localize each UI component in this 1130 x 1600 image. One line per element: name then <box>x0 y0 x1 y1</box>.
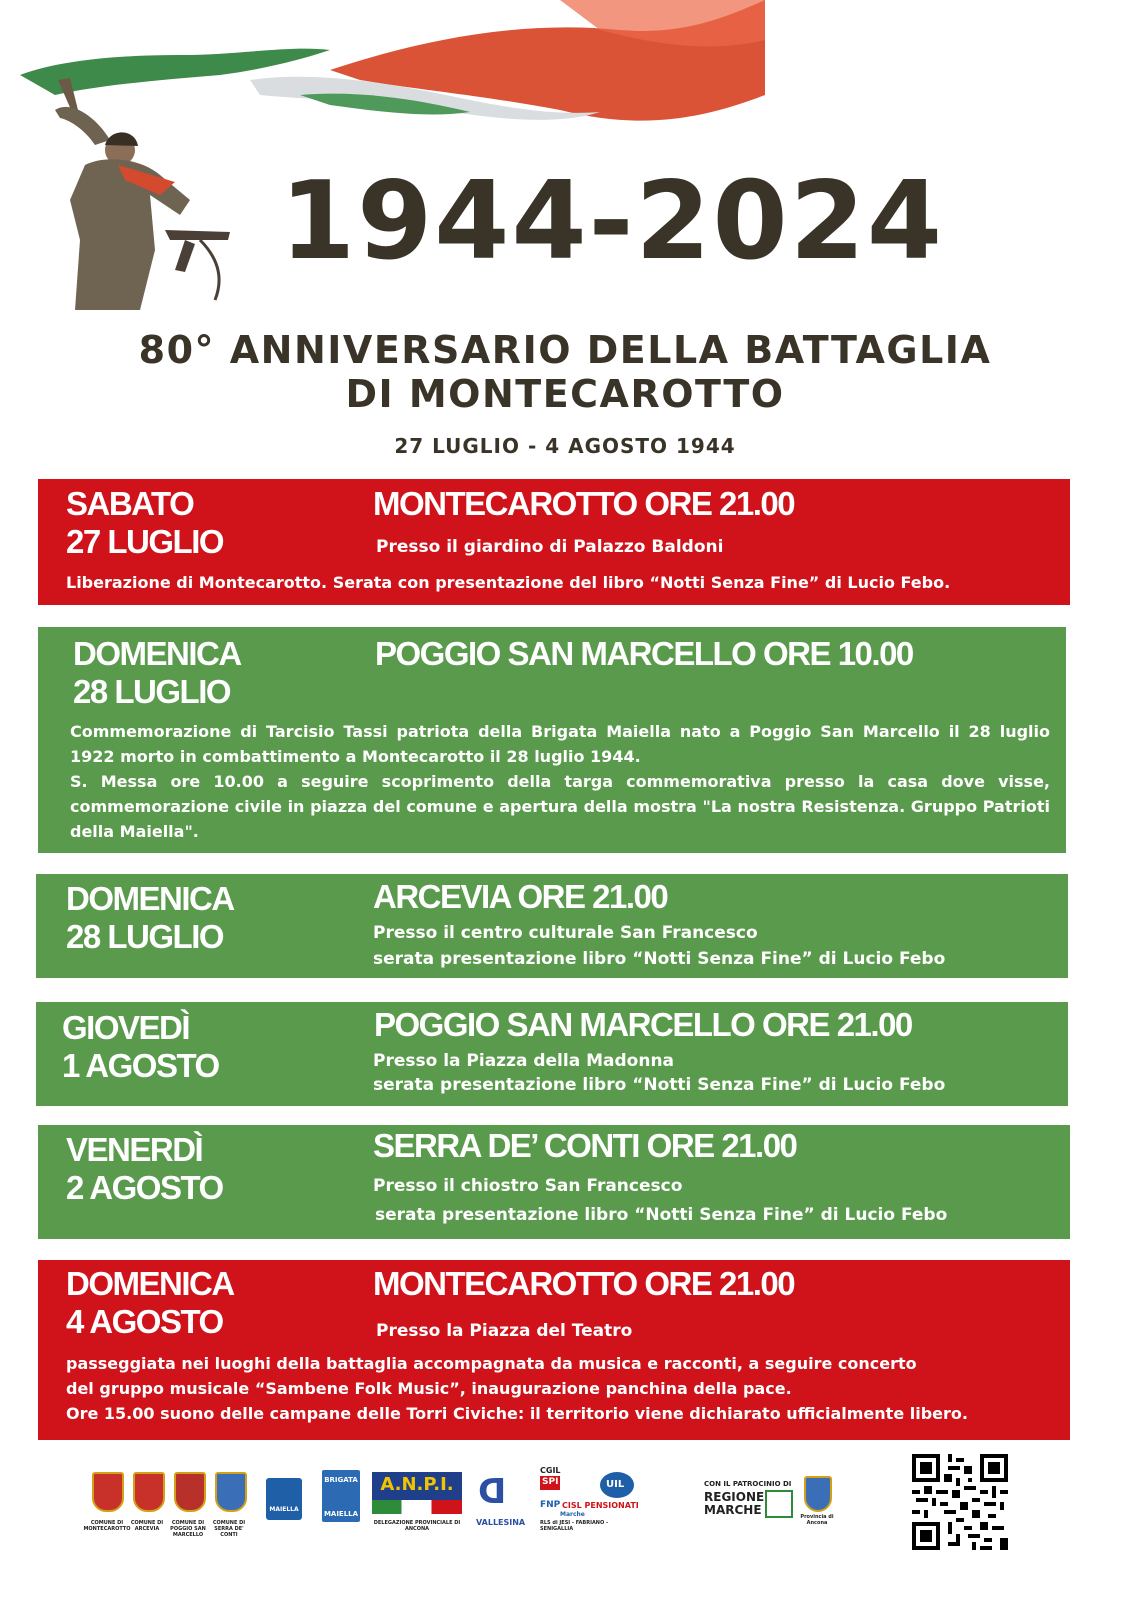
provincia-coat-of-arms-icon <box>804 1476 832 1512</box>
logo-caption: COMUNE DI POGGIO SAN MARCELLO <box>170 1520 206 1538</box>
event-day: VENERDÌ 2 AGOSTO <box>66 1131 223 1206</box>
marche-label: MARCHE <box>704 1503 762 1517</box>
event-day: GIOVEDÌ 1 AGOSTO <box>62 1009 219 1084</box>
event-place-time: ARCEVIA ORE 21.00 <box>373 878 668 915</box>
event-place-time: MONTECAROTTO ORE 21.00 <box>373 485 795 522</box>
coat-of-arms-icon <box>92 1472 124 1512</box>
logo-caption: COMUNE DI SERRA DE' CONTI <box>212 1520 246 1538</box>
flag-stripes <box>372 1500 462 1514</box>
event-place-time: SERRA DE’ CONTI ORE 21.00 <box>373 1127 797 1164</box>
event-card-6 <box>38 1260 1070 1440</box>
event-card-3 <box>36 874 1068 978</box>
spi-label: SPI <box>542 1477 559 1487</box>
coat-of-arms-icon <box>215 1472 247 1512</box>
maiella-logo <box>266 1478 302 1520</box>
cgil-label: CGIL <box>540 1466 561 1475</box>
uil-label: UIL <box>606 1479 625 1490</box>
brigata-maiella-label: MAIELLA <box>323 1510 359 1518</box>
event-place-time: POGGIO SAN MARCELLO ORE 10.00 <box>375 635 913 672</box>
event-day: SABATO 27 LUGLIO <box>66 485 224 560</box>
event-card-5 <box>38 1125 1070 1239</box>
vallesina-logo: ᗡ <box>478 1472 507 1512</box>
vallesina-label: VALLESINA <box>476 1518 526 1527</box>
anpi-label: A.N.P.I. <box>380 1474 454 1495</box>
event-venue: Presso il giardino di Palazzo Baldoni <box>376 537 724 557</box>
event-place-time: POGGIO SAN MARCELLO ORE 21.00 <box>374 1006 912 1043</box>
event-description: passeggiata nei luoghi della battaglia accompagnata da musica e racconti, a seguire concerto <box>66 1354 917 1373</box>
cisl-caption: RLS di JESI - FABRIANO - SENIGALLIA <box>540 1520 609 1532</box>
regione-marche-emblem <box>765 1490 793 1518</box>
event-description: serata presentazione libro “Notti Senza Fine” di Lucio Febo <box>373 949 946 969</box>
sponsor-logos <box>0 1450 1130 1600</box>
event-description: Liberazione di Montecarotto. Serata con presentazione del libro “Notti Senza Fine” di Lucio Febo. <box>66 573 951 592</box>
battle-dates: 27 LUGLIO - 4 AGOSTO 1944 <box>394 434 736 458</box>
maiella-label: MAIELLA <box>269 1506 299 1513</box>
event-day: DOMENICA 28 LUGLIO <box>66 880 234 955</box>
provincia-caption: Provincia di Ancona <box>800 1514 834 1526</box>
logo-caption: COMUNE DI ARCEVIA <box>130 1520 164 1532</box>
event-place-time: MONTECAROTTO ORE 21.00 <box>373 1265 795 1302</box>
event-venue: Presso il centro culturale San Francesco <box>373 923 758 943</box>
event-description: Commemorazione di Tarcisio Tassi patriota della Brigata Maiella nato a Poggio San Marcello il 28 luglio 1922 morto in combattimento a Montecarotto il 28 luglio 1944. <box>70 722 1050 766</box>
event-description: serata presentazione libro “Notti Senza Fine” di Lucio Febo <box>373 1075 946 1095</box>
event-description: del gruppo musicale “Sambene Folk Music”, inaugurazione panchina della pace. <box>66 1379 792 1398</box>
cisl-label: CISL PENSIONATI <box>562 1501 639 1510</box>
coat-of-arms-icon <box>133 1472 165 1512</box>
page-title <box>60 328 1070 416</box>
logo-caption: COMUNE DI MONTECAROTTO <box>83 1520 131 1532</box>
fnp-label: FNP <box>540 1500 561 1510</box>
regione-label: REGIONE <box>704 1490 765 1504</box>
event-card-4 <box>36 1002 1068 1106</box>
brigata-label: BRIGATA <box>324 1476 358 1484</box>
patronage-label: CON IL PATROCINIO DI <box>704 1480 792 1488</box>
event-venue: Presso la Piazza della Madonna <box>373 1051 675 1071</box>
cisl-region: Marche <box>560 1511 585 1518</box>
event-venue: Presso il chiostro San Francesco <box>373 1176 683 1196</box>
event-day: DOMENICA 4 AGOSTO <box>66 1265 234 1340</box>
anniversary-years: 1944-2024 <box>280 159 944 284</box>
anpi-caption: DELEGAZIONE PROVINCIALE DI ANCONA <box>373 1520 461 1532</box>
event-venue: Presso la Piazza del Teatro <box>376 1321 633 1341</box>
title-line-2: DI MONTECAROTTO <box>345 372 785 416</box>
coat-of-arms-icon <box>174 1472 206 1512</box>
event-description: S. Messa ore 10.00 a seguire scoprimento della targa commemorativa presso la casa dove visse, commemorazione civile in piazza del comune e apertura della mostra "La nostra Resistenza. Gruppo Patrioti della Maiella". <box>70 772 1050 841</box>
title-line-1: 80° ANNIVERSARIO DELLA BATTAGLIA <box>138 328 992 372</box>
event-card-2 <box>38 627 1066 853</box>
qr-code <box>912 1454 1008 1550</box>
event-day: DOMENICA 28 LUGLIO <box>73 635 241 710</box>
event-description: serata presentazione libro “Notti Senza Fine” di Lucio Febo <box>375 1205 948 1225</box>
event-card-1 <box>38 479 1070 605</box>
event-description: Ore 15.00 suono delle campane delle Torri Civiche: il territorio viene dichiarato ufficialmente libero. <box>66 1404 968 1423</box>
